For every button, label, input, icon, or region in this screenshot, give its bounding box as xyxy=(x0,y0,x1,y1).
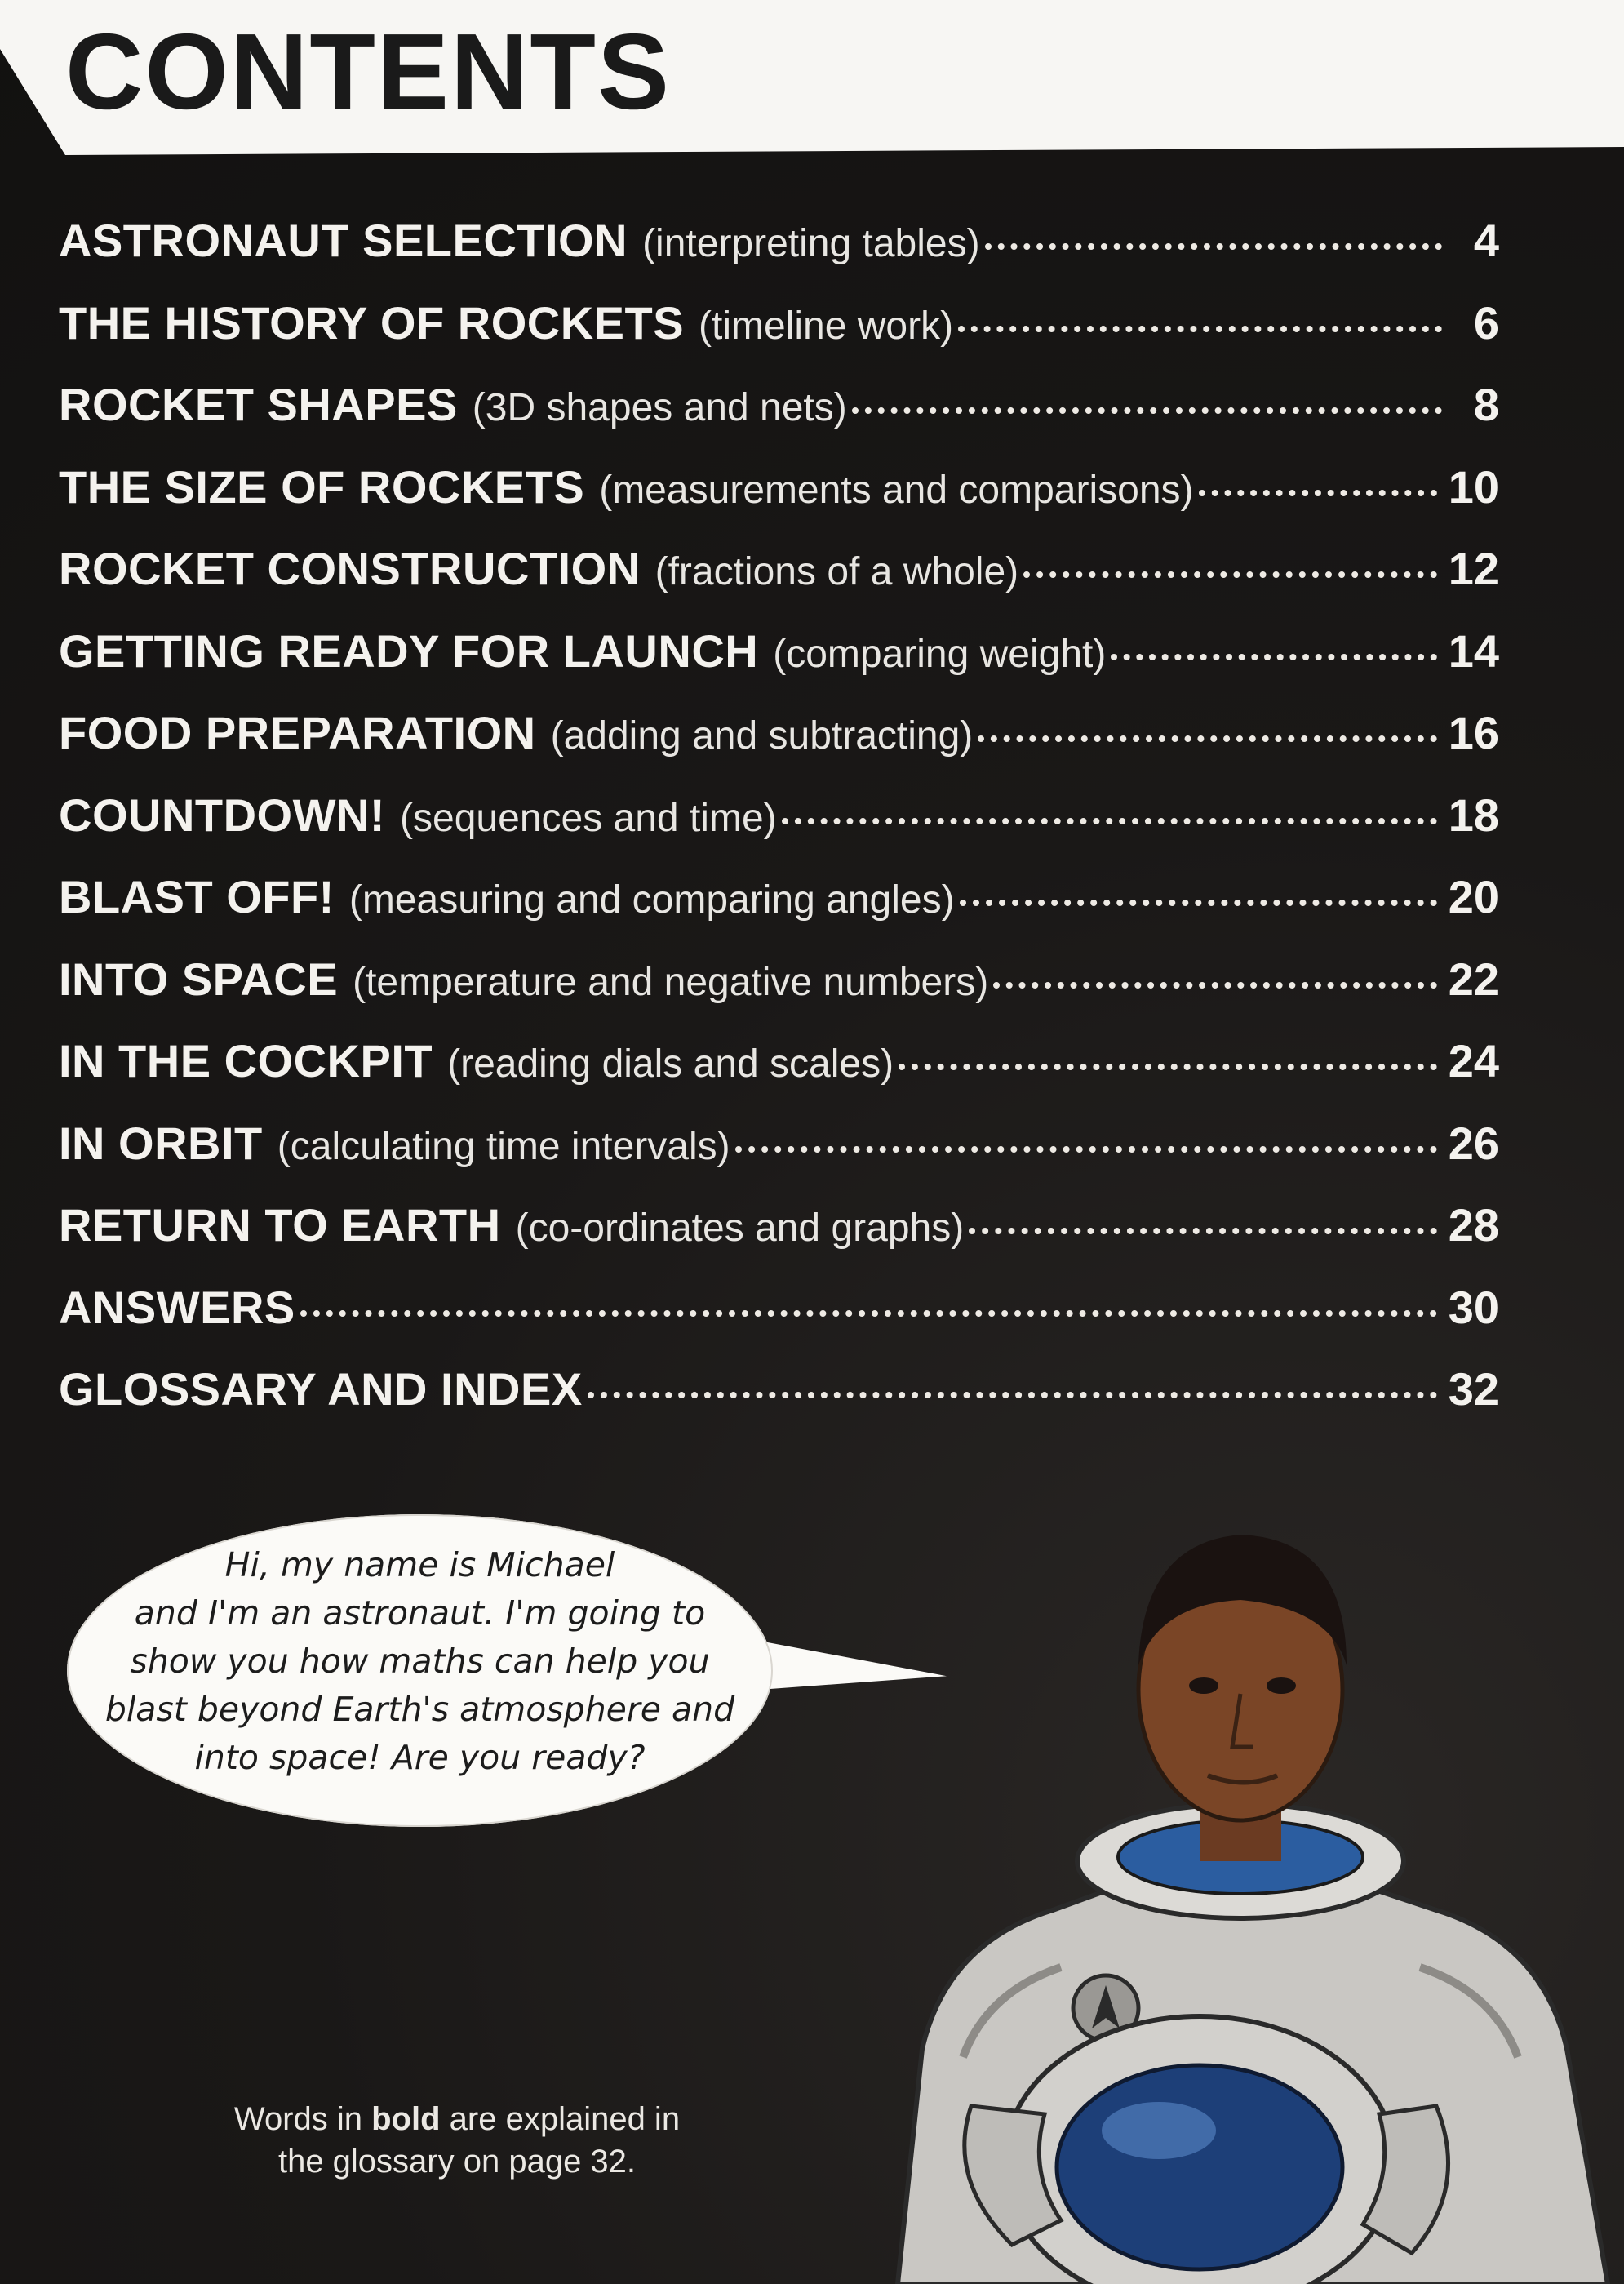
toc-page-number: 12 xyxy=(1448,543,1499,594)
toc-subtitle: (adding and subtracting) xyxy=(550,714,974,758)
toc-page-number: 4 xyxy=(1473,215,1499,266)
speech-line: into space! Are you ready? xyxy=(194,1738,646,1777)
toc-row-in-orbit[interactable] xyxy=(59,1117,1499,1199)
toc-title: ASTRONAUT SELECTION xyxy=(59,215,628,266)
dot-leader xyxy=(993,982,1437,989)
toc-row-blast-off[interactable] xyxy=(59,870,1499,953)
dot-leader xyxy=(899,1064,1437,1070)
toc-row-answers[interactable] xyxy=(59,1281,1499,1363)
toc-subtitle: (fractions of a whole) xyxy=(654,550,1019,593)
toc-title: COUNTDOWN! xyxy=(59,789,386,841)
toc-subtitle: (interpreting tables) xyxy=(642,222,980,265)
toc-page-number: 32 xyxy=(1448,1363,1499,1415)
toc-title: GETTING READY FOR LAUNCH xyxy=(59,624,759,677)
toc-title: BLAST OFF! xyxy=(59,871,335,922)
toc-title: THE HISTORY OF ROCKETS xyxy=(59,296,685,349)
toc-page-number: 22 xyxy=(1448,953,1499,1005)
toc-subtitle: (temperature and negative numbers) xyxy=(353,960,989,1004)
toc-title: IN ORBIT xyxy=(59,1117,263,1169)
toc-row-into-space[interactable] xyxy=(59,953,1499,1035)
glossary-note xyxy=(188,2098,726,2183)
toc-title: FOOD PREPARATION xyxy=(59,707,536,758)
toc-title: ROCKET CONSTRUCTION xyxy=(59,543,641,594)
toc-page-number: 18 xyxy=(1448,789,1499,841)
toc-page-number: 6 xyxy=(1473,296,1499,349)
toc-page-number: 20 xyxy=(1448,871,1499,922)
toc-row-size-of-rockets[interactable] xyxy=(59,460,1499,543)
toc-title: INTO SPACE xyxy=(59,953,339,1005)
toc-subtitle: (measuring and comparing angles) xyxy=(348,878,955,922)
toc-subtitle: (reading dials and scales) xyxy=(447,1042,894,1086)
helmet-visor xyxy=(1057,2065,1342,2269)
toc-row-glossary-and-index[interactable] xyxy=(59,1362,1499,1445)
table-of-contents xyxy=(59,214,1499,1445)
toc-subtitle: (measurements and comparisons) xyxy=(599,468,1194,512)
glossary-note-line2: the glossary on page 32. xyxy=(277,2144,637,2180)
toc-page-number: 30 xyxy=(1448,1281,1499,1333)
speech-bubble-text xyxy=(75,1541,765,1782)
toc-title: ANSWERS xyxy=(59,1281,295,1333)
speech-line: show you how maths can help you xyxy=(130,1642,710,1681)
dot-leader xyxy=(300,1310,1437,1317)
dot-leader xyxy=(1199,490,1437,496)
astronaut-illustration xyxy=(849,1486,1624,2284)
toc-page-number: 14 xyxy=(1448,624,1499,677)
toc-subtitle: (comparing weight) xyxy=(773,632,1107,676)
toc-subtitle: (calculating time intervals) xyxy=(277,1124,730,1168)
toc-row-history-of-rockets[interactable] xyxy=(59,296,1499,379)
glossary-note-post: are explained in xyxy=(440,2101,681,2137)
toc-title: GLOSSARY AND INDEX xyxy=(59,1363,583,1415)
dot-leader xyxy=(969,1228,1436,1234)
dot-leader xyxy=(852,407,1442,414)
dot-leader xyxy=(978,735,1436,742)
toc-page-number: 8 xyxy=(1473,379,1499,430)
toc-subtitle: (co-ordinates and graphs) xyxy=(515,1206,965,1250)
toc-row-countdown[interactable] xyxy=(59,789,1499,871)
toc-row-rocket-construction[interactable] xyxy=(59,542,1499,624)
toc-title: RETURN TO EARTH xyxy=(59,1199,501,1251)
toc-row-in-the-cockpit[interactable] xyxy=(59,1034,1499,1117)
dot-leader xyxy=(960,900,1437,906)
toc-row-rocket-shapes[interactable] xyxy=(59,378,1499,460)
glossary-note-bold: bold xyxy=(371,2101,441,2137)
dot-leader xyxy=(1111,654,1436,660)
page-title: CONTENTS xyxy=(65,11,671,131)
speech-line: and I'm an astronaut. I'm going to xyxy=(134,1593,706,1633)
toc-page-number: 28 xyxy=(1448,1199,1499,1251)
toc-row-astronaut-selection[interactable] xyxy=(59,214,1499,296)
toc-row-return-to-earth[interactable] xyxy=(59,1198,1499,1281)
toc-page-number: 24 xyxy=(1448,1035,1499,1086)
toc-title: IN THE COCKPIT xyxy=(59,1035,433,1086)
dot-leader xyxy=(1023,571,1437,578)
dot-leader xyxy=(782,818,1437,824)
speech-line: blast beyond Earth's atmosphere and xyxy=(104,1690,735,1729)
toc-title: THE SIZE OF ROCKETS xyxy=(59,460,585,513)
toc-title: ROCKET SHAPES xyxy=(59,379,458,430)
toc-subtitle: (timeline work) xyxy=(699,304,954,348)
toc-page-number: 16 xyxy=(1448,707,1499,758)
glossary-note-pre: Words in xyxy=(233,2101,372,2137)
toc-subtitle: (sequences and time) xyxy=(400,796,777,840)
dot-leader xyxy=(958,326,1442,332)
speech-line: Hi, my name is Michael xyxy=(224,1545,615,1584)
dot-leader xyxy=(588,1392,1437,1398)
dot-leader xyxy=(735,1146,1437,1153)
toc-page-number: 26 xyxy=(1448,1117,1499,1169)
toc-page-number: 10 xyxy=(1448,460,1499,513)
toc-row-food-preparation[interactable] xyxy=(59,706,1499,789)
toc-row-getting-ready-for-launch[interactable] xyxy=(59,624,1499,707)
toc-subtitle: (3D shapes and nets) xyxy=(472,386,847,429)
dot-leader xyxy=(985,243,1442,250)
